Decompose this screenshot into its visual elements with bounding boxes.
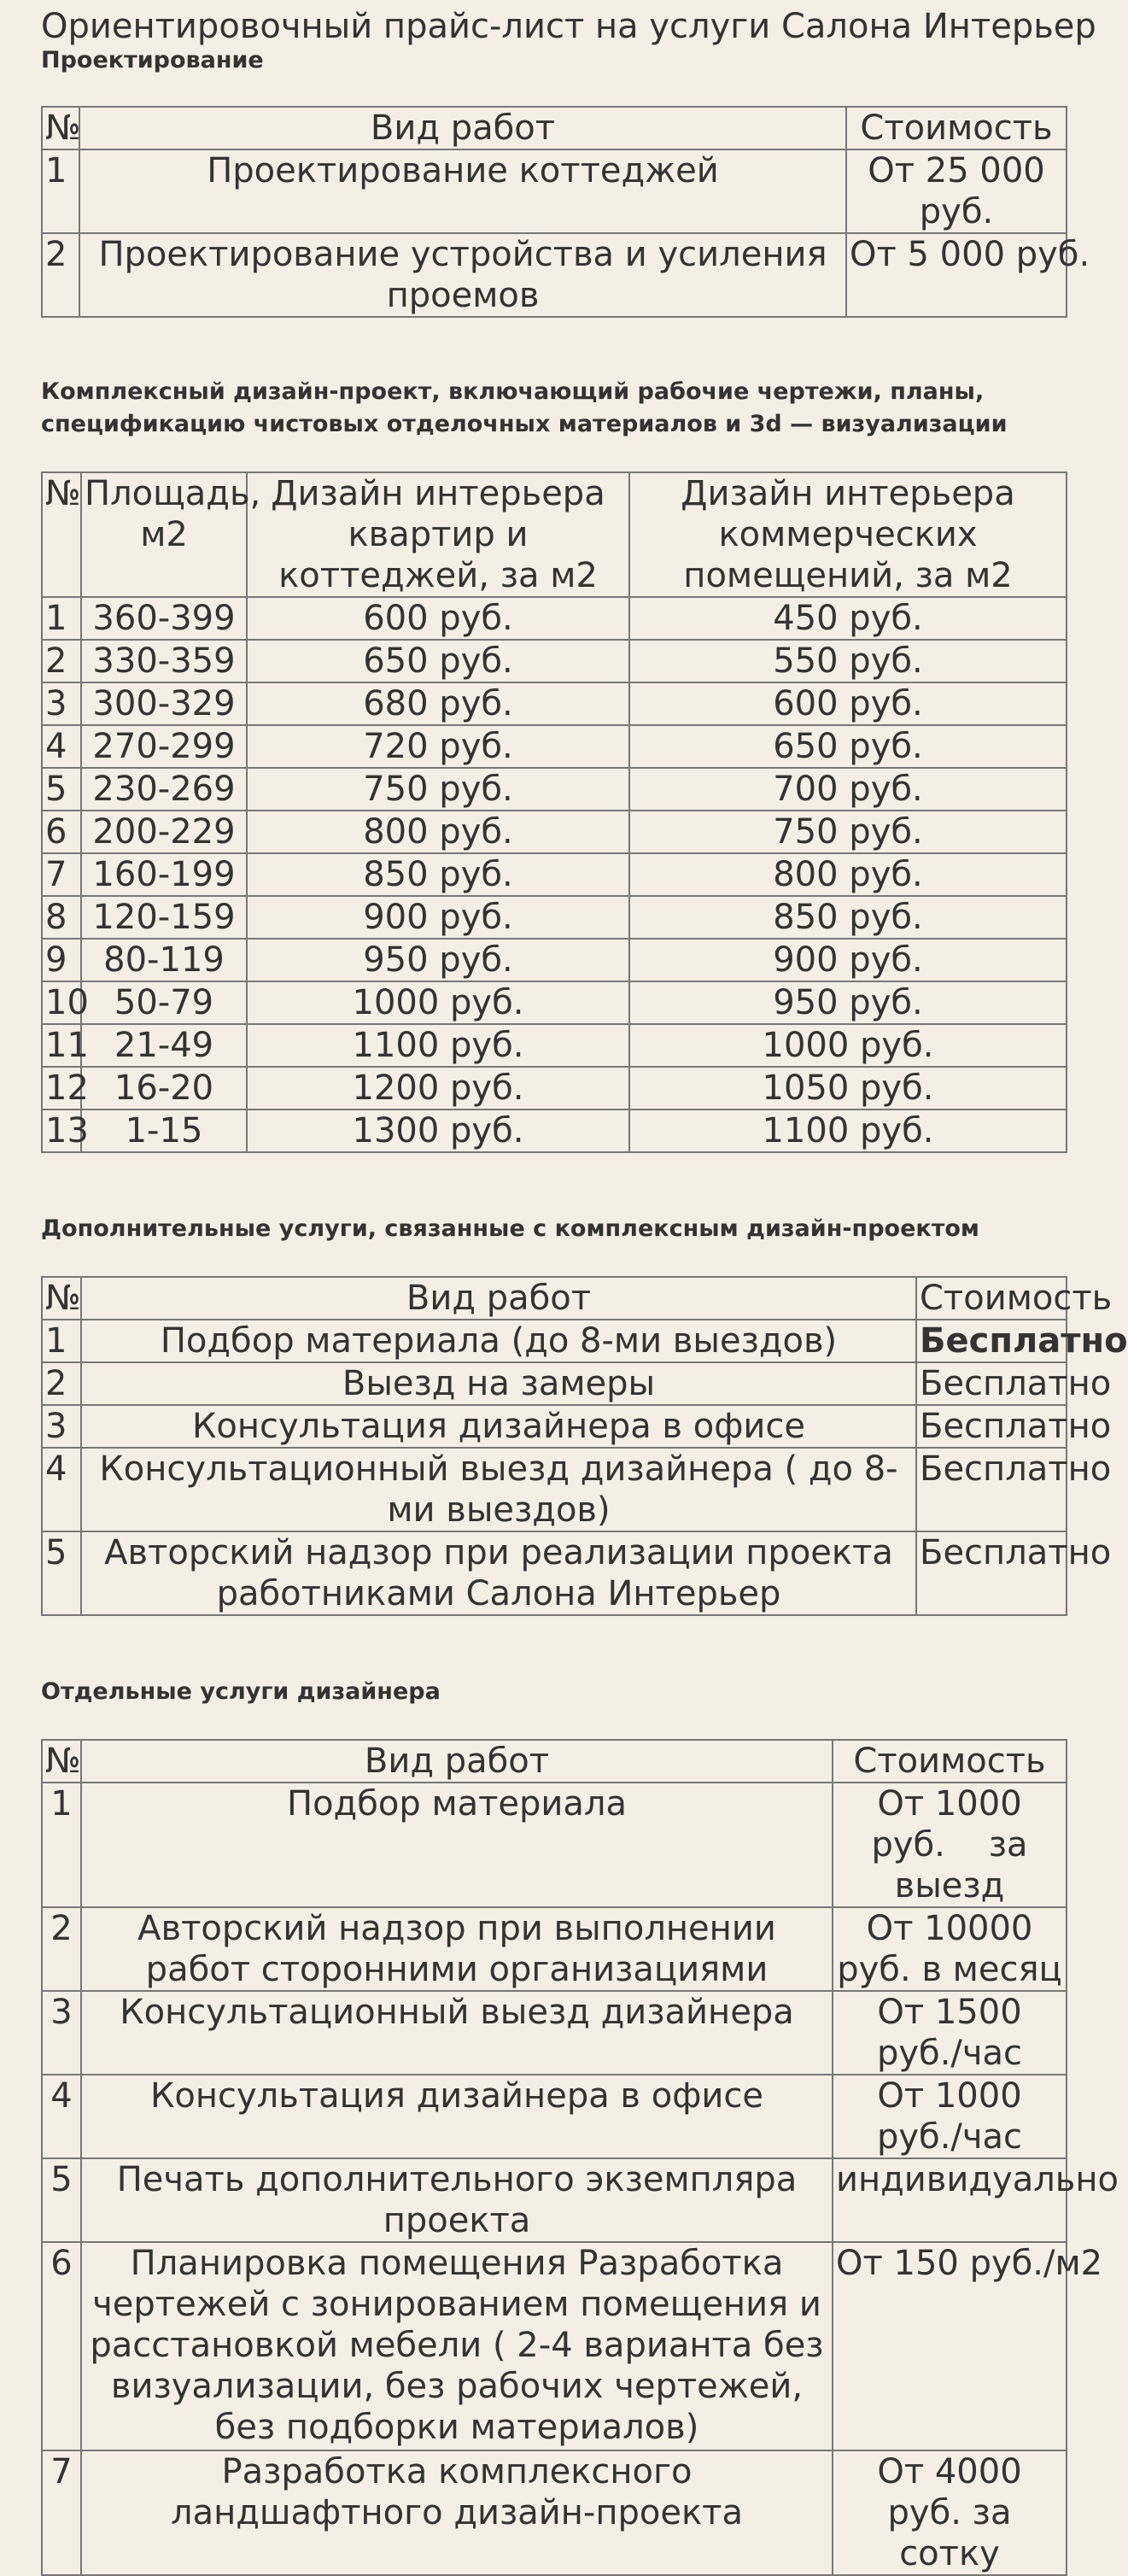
table-row [42,981,1067,1024]
row-area: 230-269 [81,768,247,811]
row-number: 3 [42,682,81,725]
table-row [42,640,1067,682]
row-work: Подбор материала [81,1783,833,1907]
table-row [42,768,1067,811]
table-row [42,811,1067,853]
row-price-flat: 1300 руб. [247,1109,629,1152]
section-heading-separate: Отдельные услуги дизайнера [41,1678,441,1705]
row-number: 12 [42,1067,81,1109]
row-number: 2 [42,233,79,317]
row-price-commercial: 750 руб. [629,811,1067,853]
price-table-additional [41,1276,1128,1616]
row-price-commercial: 600 руб. [629,682,1067,725]
row-number: 7 [42,853,81,896]
table-row [42,1405,1067,1448]
table-row [42,1067,1067,1109]
price-table-separate [41,1739,1119,2576]
column-header-work: Вид работ [81,1277,916,1320]
row-price: Бесплатно [916,1531,1067,1615]
row-price: От 25 000 руб. [846,149,1067,233]
table-row [42,149,1067,233]
row-number: 5 [42,768,81,811]
row-work: Выезд на замеры [81,1362,916,1405]
row-price-flat: 650 руб. [247,640,629,682]
row-price-commercial: 1000 руб. [629,1024,1067,1067]
row-price: От 4000 руб. за сотку [833,2450,1067,2575]
row-work: Консультация дизайнера в офисе [81,1405,916,1448]
row-price: От 10000 руб. в месяц [833,1907,1067,1991]
row-price: От 1000 руб./час [833,2075,1067,2158]
row-area: 21-49 [81,1024,247,1067]
row-work: Проектирование коттеджей [79,149,846,233]
row-price: От 1000 руб. за выезд [833,1783,1067,1907]
row-price-commercial: 1100 руб. [629,1109,1067,1152]
row-number: 5 [42,2158,81,2242]
row-price-commercial: 950 руб. [629,981,1067,1024]
row-number: 2 [42,640,81,682]
row-number: 9 [42,939,81,981]
table-row [42,233,1067,317]
table-row [42,682,1067,725]
column-header-commercial: Дизайн интерьера коммерческих помещений, за м2 [629,472,1067,597]
row-price: От 150 руб./м2 [833,2242,1067,2450]
row-number: 10 [42,981,81,1024]
row-price-commercial: 450 руб. [629,597,1067,640]
row-number: 1 [42,1320,81,1362]
page-title: Ориентировочный прайс-лист на услуги Салона Интерьер [41,7,1096,46]
column-header-work: Вид работ [81,1740,833,1783]
price-table-complex [41,471,1067,1153]
table-row [42,1783,1067,1907]
row-number: 3 [42,1405,81,1448]
row-area: 1-15 [81,1109,247,1152]
column-header-price: Стоимость [833,1740,1067,1783]
table-row [42,1024,1067,1067]
row-number: 2 [42,1362,81,1405]
table-row [42,1448,1067,1531]
row-price: Бесплатно [916,1362,1067,1405]
table-row [42,725,1067,768]
row-price-flat: 750 руб. [247,768,629,811]
table-row [42,1531,1067,1615]
row-number: 11 [42,1024,81,1067]
section-heading-complex-line2: спецификацию чистовых отделочных материалов и 3d — визуализации [41,411,1008,437]
row-price-flat: 1100 руб. [247,1024,629,1067]
row-price-flat: 850 руб. [247,853,629,896]
row-price-flat: 600 руб. [247,597,629,640]
row-area: 160-199 [81,853,247,896]
row-price-commercial: 800 руб. [629,853,1067,896]
row-work: Печать дополнительного экземпляра проекта [81,2158,833,2242]
table-header-row [42,107,1067,149]
row-price: Бесплатно [916,1448,1067,1531]
table-row [42,939,1067,981]
row-work: Планировка помещения Разработка чертежей с зонированием помещения и расстановкой мебели ( 2-4 варианта без визуализации, без рабочих чертежей, без подборки материалов) [81,2242,833,2450]
table-row [42,1991,1067,2075]
table-row [42,1362,1067,1405]
row-price-flat: 1200 руб. [247,1067,629,1109]
column-header-number: № [42,472,81,597]
table-row [42,1320,1067,1362]
row-number: 1 [42,597,81,640]
row-area: 270-299 [81,725,247,768]
table-row [42,2450,1067,2575]
row-price: индивидуально [833,2158,1067,2242]
row-number: 1 [42,1783,81,1907]
row-price-commercial: 550 руб. [629,640,1067,682]
row-area: 360-399 [81,597,247,640]
table-row [42,2242,1067,2450]
row-number: 4 [42,2075,81,2158]
price-table-design [41,106,1090,318]
row-number: 7 [42,2450,81,2575]
row-area: 300-329 [81,682,247,725]
row-price: От 5 000 руб. [846,233,1067,317]
table-row [42,1907,1067,1991]
table-row [42,2158,1067,2242]
row-number: 6 [42,2242,81,2450]
row-price-flat: 1000 руб. [247,981,629,1024]
row-number: 4 [42,725,81,768]
column-header-number: № [42,1740,81,1783]
table-header-row [42,472,1067,597]
row-area: 120-159 [81,896,247,939]
row-number: 4 [42,1448,81,1531]
row-number: 6 [42,811,81,853]
section-heading-additional: Дополнительные услуги, связанные с комплексным дизайн-проектом [41,1215,979,1242]
row-work: Консультационный выезд дизайнера ( до 8-ми выездов) [81,1448,916,1531]
table-row [42,853,1067,896]
row-area: 16-20 [81,1067,247,1109]
row-number: 8 [42,896,81,939]
column-header-price: Стоимость [916,1277,1067,1320]
row-work: Авторский надзор при выполнении работ сторонними организациями [81,1907,833,1991]
row-price-commercial: 900 руб. [629,939,1067,981]
row-price-flat: 900 руб. [247,896,629,939]
column-header-number: № [42,107,79,149]
row-area: 330-359 [81,640,247,682]
row-price-commercial: 650 руб. [629,725,1067,768]
row-number: 1 [42,149,79,233]
row-area: 50-79 [81,981,247,1024]
column-header-price: Стоимость [846,107,1067,149]
row-area: 200-229 [81,811,247,853]
row-number: 5 [42,1531,81,1615]
row-number: 2 [42,1907,81,1991]
row-work: Консультационный выезд дизайнера [81,1991,833,2075]
table-row [42,1109,1067,1152]
row-area: 80-119 [81,939,247,981]
row-price: Бесплатно [916,1405,1067,1448]
table-row [42,896,1067,939]
row-price: Бесплатно [916,1320,1067,1362]
row-price-flat: 950 руб. [247,939,629,981]
row-price-flat: 800 руб. [247,811,629,853]
table-header-row [42,1740,1067,1783]
table-header-row [42,1277,1067,1320]
column-header-number: № [42,1277,81,1320]
table-row [42,2075,1067,2158]
row-work: Разработка комплексного ландшафтного дизайн-проекта [81,2450,833,2575]
column-header-work: Вид работ [79,107,846,149]
row-work: Авторский надзор при реализации проекта работниками Салона Интерьер [81,1531,916,1615]
column-header-area: Площадь, м2 [81,472,247,597]
row-work: Консультация дизайнера в офисе [81,2075,833,2158]
row-price-flat: 680 руб. [247,682,629,725]
row-price: От 1500 руб./час [833,1991,1067,2075]
row-number: 3 [42,1991,81,2075]
row-price-commercial: 850 руб. [629,896,1067,939]
row-work: Подбор материала (до 8-ми выездов) [81,1320,916,1362]
column-header-flat: Дизайн интерьера квартир и коттеджей, за м2 [247,472,629,597]
table-row [42,597,1067,640]
row-number: 13 [42,1109,81,1152]
row-price-commercial: 1050 руб. [629,1067,1067,1109]
section-heading-design: Проектирование [41,47,264,73]
row-price-flat: 720 руб. [247,725,629,768]
row-price-commercial: 700 руб. [629,768,1067,811]
row-work: Проектирование устройства и усиления проемов [79,233,846,317]
section-heading-complex: Комплексный дизайн-проект, включающий рабочие чертежи, планы, [41,378,985,405]
